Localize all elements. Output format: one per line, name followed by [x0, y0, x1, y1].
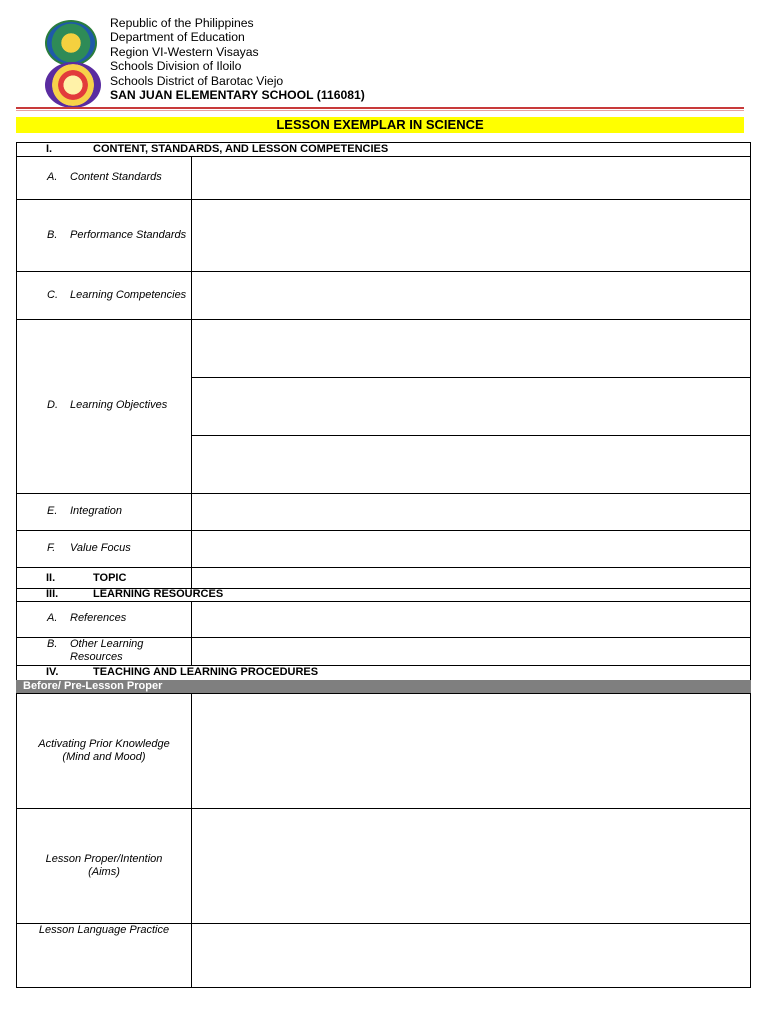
row-label: Activating Prior Knowledge	[38, 738, 170, 750]
row-label: (Aims)	[88, 866, 120, 878]
row-letter: D.	[47, 399, 58, 411]
section-number: II.	[46, 572, 56, 584]
references-field[interactable]	[191, 601, 751, 638]
row-label: Lesson Proper/Intention	[45, 853, 163, 865]
other-resources-field[interactable]	[191, 637, 751, 666]
row-letter: B.	[47, 638, 58, 650]
learning-competencies-field[interactable]	[191, 271, 751, 320]
activating-prior-knowledge-field[interactable]	[191, 693, 751, 809]
row-label: Value Focus	[70, 542, 131, 554]
row-label: Learning Competencies	[70, 289, 187, 301]
school-seal-logo	[45, 62, 101, 108]
row-label: References	[70, 612, 127, 624]
letterhead-line: Region VI-Western Visayas	[110, 44, 259, 59]
learning-objective-field-3[interactable]	[191, 435, 751, 494]
learning-objective-field-2[interactable]	[191, 377, 751, 436]
school-name: SAN JUAN ELEMENTARY SCHOOL (116081)	[110, 88, 365, 103]
row-label: Content Standards	[70, 171, 162, 183]
row-letter: E.	[47, 505, 58, 517]
row-label: Lesson Language Practice	[38, 924, 170, 936]
pre-lesson-bar: Before/ Pre-Lesson Proper	[16, 680, 751, 694]
value-focus-field[interactable]	[191, 530, 751, 568]
integration-field[interactable]	[191, 493, 751, 531]
section-title: TEACHING AND LEARNING PROCEDURES	[93, 666, 319, 678]
section-title: TOPIC	[93, 572, 127, 584]
section-title: LEARNING RESOURCES	[93, 588, 224, 600]
header-divider-thin	[16, 110, 744, 111]
section-number: III.	[46, 588, 59, 600]
row-letter: B.	[47, 229, 58, 241]
topic-field[interactable]	[191, 567, 751, 589]
performance-standards-field[interactable]	[191, 199, 751, 272]
content-standards-field[interactable]	[191, 156, 751, 200]
section-title: CONTENT, STANDARDS, AND LESSON COMPETENCIES	[93, 143, 389, 155]
letterhead-line: Republic of the Philippines	[110, 16, 254, 30]
row-label: (Mind and Mood)	[62, 751, 146, 763]
section-number: IV.	[46, 666, 59, 678]
document-title: LESSON EXEMPLAR IN SCIENCE	[16, 117, 744, 133]
row-label: Other Learning	[70, 638, 144, 650]
letterhead	[110, 16, 365, 102]
row-letter: A.	[47, 171, 58, 183]
row-letter: F.	[47, 542, 56, 554]
lesson-proper-field[interactable]	[191, 808, 751, 924]
row-label: Integration	[70, 505, 122, 517]
deped-seal-logo	[45, 20, 97, 66]
row-label: Performance Standards	[70, 229, 187, 241]
letterhead-line: Schools Division of Iloilo	[110, 59, 242, 74]
row-letter: A.	[47, 612, 58, 624]
section-number: I.	[46, 143, 53, 155]
letterhead-line: Schools District of Barotac Viejo	[110, 73, 284, 88]
row-label: Learning Objectives	[70, 399, 168, 411]
letterhead-line: Department of Education	[110, 30, 245, 45]
row-label: Resources	[70, 651, 123, 663]
header-divider	[16, 107, 744, 109]
lesson-language-practice-field[interactable]	[191, 923, 751, 988]
learning-objective-field-1[interactable]	[191, 319, 751, 378]
row-letter: C.	[47, 289, 58, 301]
